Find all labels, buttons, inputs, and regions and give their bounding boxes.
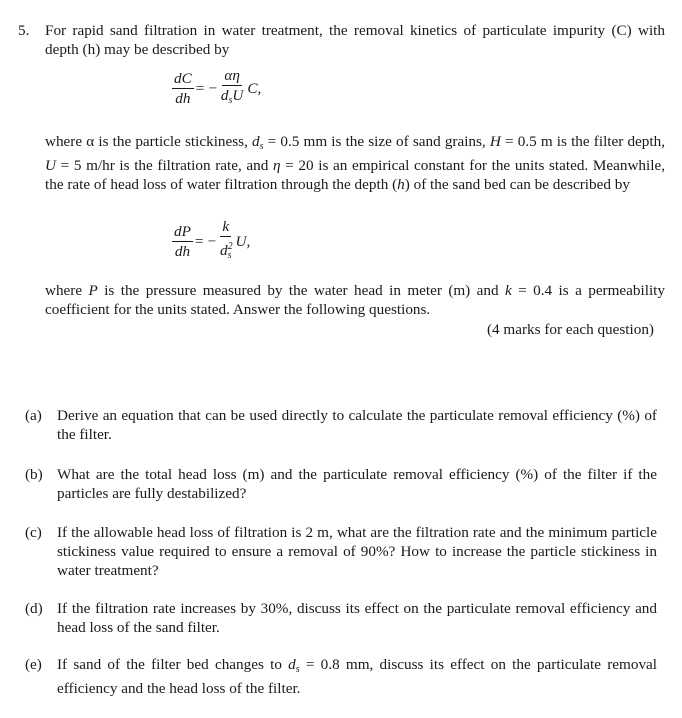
where-paragraph-2	[45, 281, 665, 319]
ds-sub-s: s	[259, 141, 264, 152]
ds-symbol	[252, 133, 264, 150]
eq1-rhs-fraction	[219, 67, 245, 109]
eq2-den-sub-s: s	[227, 250, 232, 261]
eq1-lhs-denominator: dh	[175, 89, 191, 107]
subquestion-text: If the allowable head loss of filtration is 2 m, what are the filtration rate and the minimum particle stickiness value required to ensure a removal of 90%? How to increase the particle stickiness in water treatment?	[57, 524, 657, 579]
marks-note: (4 marks for each question)	[486, 321, 654, 338]
subquestion-e-text-1: If sand of the filter bed changes to	[57, 656, 289, 673]
eq2-rhs-fraction	[218, 218, 234, 264]
eq1-minus: −	[208, 79, 217, 97]
eq1-equals: =	[195, 79, 205, 97]
eq2-den-sup-2: 2	[227, 241, 233, 252]
subquestion-b	[25, 465, 657, 503]
where1-text-4: = 5 m/hr is the filtration rate, and	[55, 157, 273, 174]
subquestion-a	[25, 406, 657, 444]
eq1-den-U: U	[232, 87, 244, 104]
subquestion-e-text-2: = 0.8 mm, discuss its effect on the particulate removal efficiency and the head loss of the filter.	[57, 656, 657, 697]
subquestion-text: What are the total head loss (m) and the particulate removal efficiency (%) of the filter if the particles are fully destabilized?	[57, 466, 657, 502]
eq1-lhs-numerator: dC	[174, 69, 192, 87]
eq2-lhs-numerator: dP	[174, 222, 191, 240]
eq2-lhs-denominator: dh	[174, 242, 191, 260]
where2-text-1: where	[45, 282, 89, 299]
where1-text-1: where α is the particle stickiness,	[45, 133, 253, 150]
where1-text-3: = 0.5 m is the filter depth,	[500, 133, 665, 150]
subquestion-label: (d)	[25, 600, 43, 617]
subquestion-text: Derive an equation that can be used directly to calculate the particulate removal efficiency (%) of the filter.	[57, 407, 657, 443]
eq1-rhs-denominator	[219, 86, 245, 109]
where2-text-2: is the pressure measured by the water head in meter (m) and	[97, 282, 505, 299]
subquestion-text	[57, 655, 657, 698]
eq2-equals: =	[194, 232, 204, 250]
subquestion-label: (c)	[25, 524, 42, 541]
P-symbol: P	[88, 282, 98, 299]
eq1-tail: C,	[247, 79, 262, 97]
subquestion-e	[25, 655, 657, 698]
subquestion-d	[25, 599, 657, 637]
ds-d: d	[288, 656, 296, 673]
where1-text-6: ) of the sand bed can be described by	[404, 176, 630, 193]
where1-text-2: = 0.5 mm is the size of sand grains,	[263, 133, 490, 150]
k-symbol: k	[505, 282, 512, 299]
eq1-lhs-fraction	[172, 70, 194, 107]
ds-symbol	[288, 656, 300, 673]
eq2-minus: −	[207, 232, 217, 250]
head-loss-equation	[172, 218, 250, 264]
eq2-rhs-numerator: k	[222, 218, 230, 235]
kinetics-equation	[172, 67, 261, 109]
subquestion-label: (a)	[25, 407, 42, 424]
eq1-den-d: d	[220, 87, 229, 104]
question-number: 5.	[18, 22, 30, 39]
ds-sub-s: s	[295, 664, 300, 675]
U-symbol: U	[45, 157, 56, 174]
subquestion-c	[25, 523, 657, 580]
ds-d: d	[252, 133, 260, 150]
where-paragraph-1	[45, 132, 665, 194]
h-symbol: h	[397, 176, 405, 193]
eq2-rhs-denominator	[218, 237, 234, 264]
eq2-tail: U,	[235, 232, 251, 250]
eq2-lhs-fraction	[172, 223, 193, 260]
subquestion-label: (b)	[25, 466, 43, 483]
H-symbol: H	[489, 133, 501, 150]
eq1-rhs-numerator: αη	[224, 67, 240, 84]
eta-symbol: η	[272, 157, 281, 174]
question-intro: For rapid sand filtration in water treatment, the removal kinetics of particulate impurity (C) with depth (h) may be described by	[45, 22, 665, 58]
subquestion-text: If the filtration rate increases by 30%, discuss its effect on the particulate removal efficiency and head loss of the sand filter.	[57, 600, 657, 636]
where1-text-5: = 20 is an empirical constant for the units stated. Meanwhile, the rate of head loss of water filtration through the depth (	[45, 157, 665, 193]
eq2-den-d: d	[220, 242, 228, 259]
where2-text-3: = 0.4 is a permeability coefficient for the units stated. Answer the following questions.	[45, 282, 665, 318]
eq1-den-sub-s: s	[228, 95, 233, 106]
subquestion-label: (e)	[25, 656, 42, 673]
